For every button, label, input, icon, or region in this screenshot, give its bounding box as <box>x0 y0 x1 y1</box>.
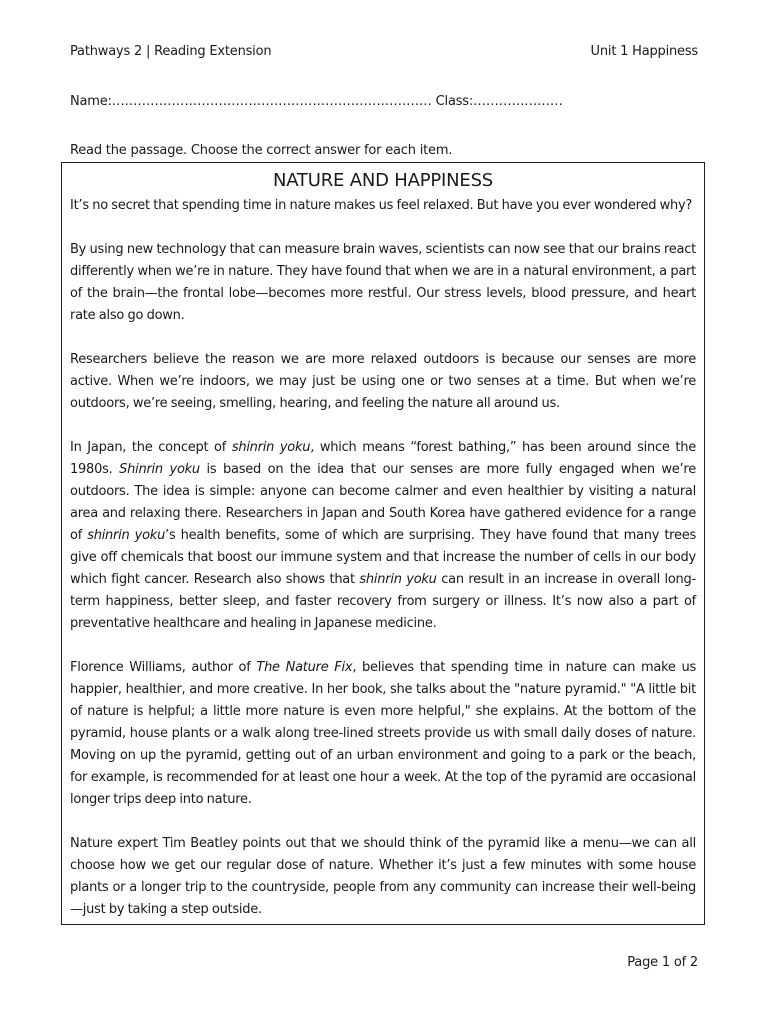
italic-term: shinrin yoku <box>359 572 437 587</box>
passage-paragraph-3: Researchers believe the reason we are more relaxed outdoors is because our senses are more active. When we’re indoors, we may just be using one or two senses at a time. But when we’re outdoors, we’re seeing, smelling, hearing, and feeling the nature all around us. <box>70 352 696 411</box>
text-run: can result in an increase in overall long-term happiness, better sleep, and faster recovery from surgery or illness. It’s now also a part of preventative healthcare and healing in Japanese medicine. <box>70 572 696 631</box>
italic-term: shinrin yoku <box>231 440 311 455</box>
name-class-line: Name:………………………………………………………………… Class:………………… <box>70 94 563 109</box>
italic-term: Shinrin yoku <box>119 462 200 477</box>
text-run: , which means “forest bathing,” has been around since the 1980s. <box>70 440 696 477</box>
header-unit-title: Unit 1 Happiness <box>590 44 698 59</box>
passage-paragraph-1: It’s no secret that spending time in nature makes us feel relaxed. But have you ever wondered why? <box>70 198 693 213</box>
passage-paragraph-4 <box>70 437 696 635</box>
passage-paragraph-5 <box>70 657 696 811</box>
passage-title: NATURE AND HAPPINESS <box>272 170 494 191</box>
passage-paragraph-6: Nature expert Tim Beatley points out that we should think of the pyramid like a menu—we can all choose how we get our regular dose of nature. Whether it’s just a few minutes with some house plants or a longer trip to the countryside, people from any community can increase their well-being—just by taking a step outside. <box>70 836 696 917</box>
header-course-title: Pathways 2 | Reading Extension <box>70 44 272 59</box>
text-run: ’s health benefits, some of which are surprising. They have found that many trees give off chemicals that boost our immune system and that increase the number of cells in our body which fight cancer. Research also shows that <box>70 528 696 587</box>
book-title: The Nature Fix <box>256 660 353 675</box>
italic-term: shinrin yoku <box>87 528 166 543</box>
instruction-text: Read the passage. Choose the correct answer for each item. <box>70 143 453 158</box>
text-run: Florence Williams, author of <box>70 660 257 675</box>
text-run: is based on the idea that our senses are more fully engaged when we’re outdoors. The idea is simple: anyone can become calmer and even healthier by visiting a natural area and relaxing there. Researchers in Japan and South Korea have gathered evidence for a range of <box>70 462 696 543</box>
passage-paragraph-2: By using new technology that can measure brain waves, scientists can now see that our brains react differently when we’re in nature. They have found that when we are in a natural environment, a part of the brain—the frontal lobe—becomes more restful. Our stress levels, blood pressure, and heart rate also go down. <box>70 242 696 323</box>
page-number: Page 1 of 2 <box>627 955 698 970</box>
passage-box <box>61 162 705 925</box>
text-run: In Japan, the concept of <box>70 440 232 455</box>
text-run: , believes that spending time in nature can make us happier, healthier, and more creative. In her book, she talks about the "nature pyramid." "A little bit of nature is helpful; a little more nature is even more helpful," she explains. At the bottom of the pyramid, house plants or a walk along tree-lined streets provide us with small daily doses of nature. Moving on up the pyramid, getting out of an urban environment and going to a park or the beach, for example, is recommended for at least one hour a week. At the top of the pyramid are occasional longer trips deep into nature. <box>70 660 696 807</box>
